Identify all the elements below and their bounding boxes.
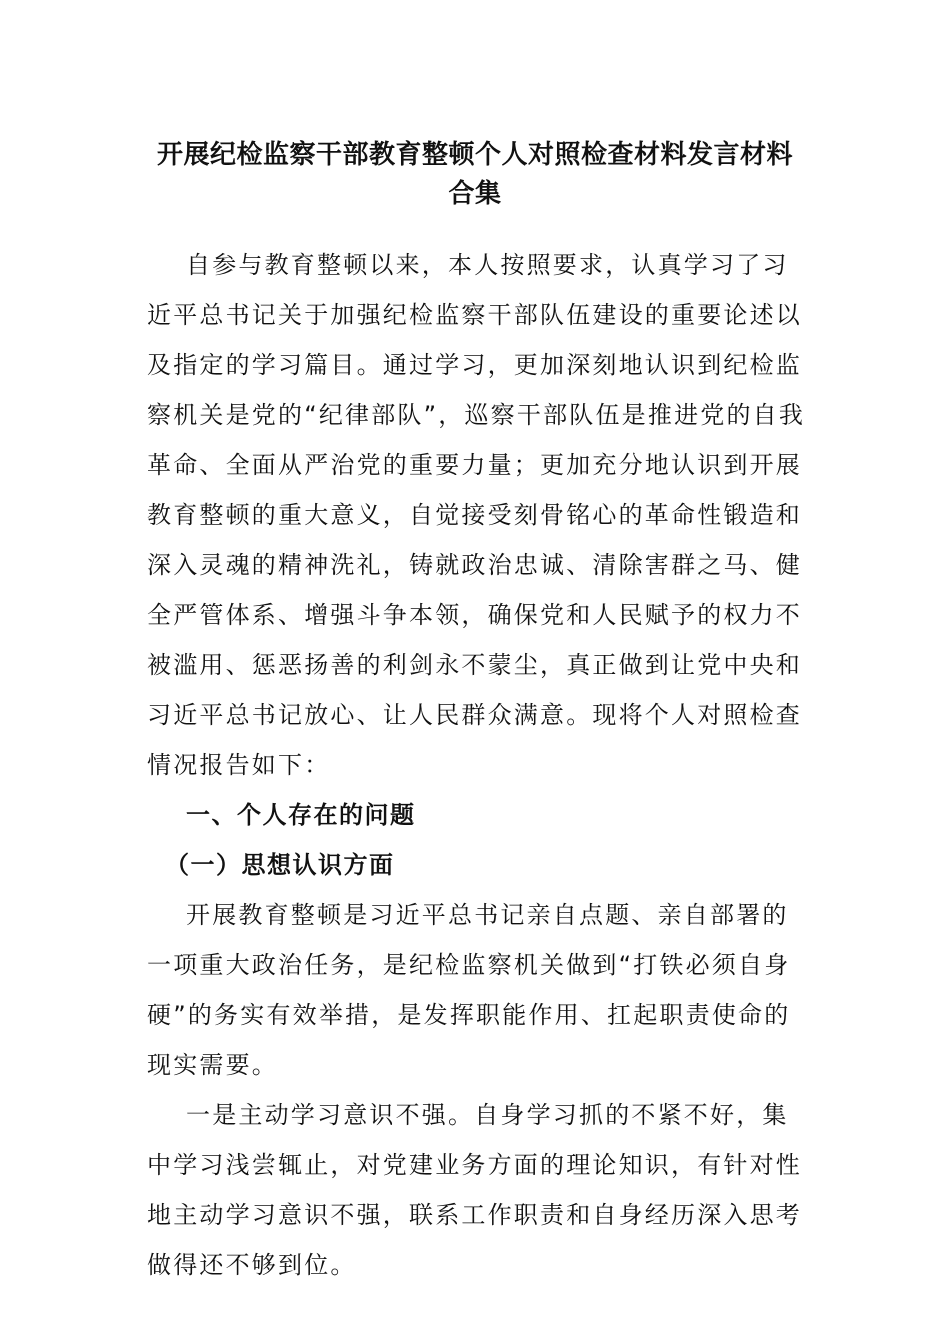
section-heading: 一、个人存在的问题 [186, 801, 416, 829]
body-paragraph: 一是主动学习意识不强。自身学习抓的不紧不好，集中学习浅尝辄止，对党建业务方面的理论知识，有针对性地主动学习意识不强，联系工作职责和自身经历深入思考做得还不够到位。 [147, 1101, 802, 1279]
intro-paragraph: 自参与教育整顿以来，本人按照要求，认真学习了习近平总书记关于加强纪检监察干部队伍建设的重要论述以及指定的学习篇目。通过学习，更加深刻地认识到纪检监察机关是党的“纪律部队”，巡察干部队伍是推进党的自我革命、全面从严治党的重要力量；更加充分地认识到开展教育整顿的重大意义，自觉接受刻骨铭心的革命性锻造和深入灵魂的精神洗礼，铸就政治忠诚、清除害群之马、健全严管体系、增强斗争本领，确保党和人民赋予的权力不被滥用、惩恶扬善的利剑永不蒙尘，真正做到让党中央和习近平总书记放心、让人民群众满意。现将个人对照检查情况报告如下： [147, 251, 806, 779]
subsection-heading: （一）思想认识方面 [165, 851, 395, 879]
document-body [147, 240, 812, 1290]
body-paragraph: 开展教育整顿是习近平总书记亲自点题、亲自部署的一项重大政治任务，是纪检监察机关做到“打铁必须自身硬”的务实有效举措，是发挥职能作用、扛起职责使命的现实需要。 [147, 901, 791, 1079]
document-title: 开展纪检监察干部教育整顿个人对照检查材料发言材料合集 [156, 140, 793, 209]
